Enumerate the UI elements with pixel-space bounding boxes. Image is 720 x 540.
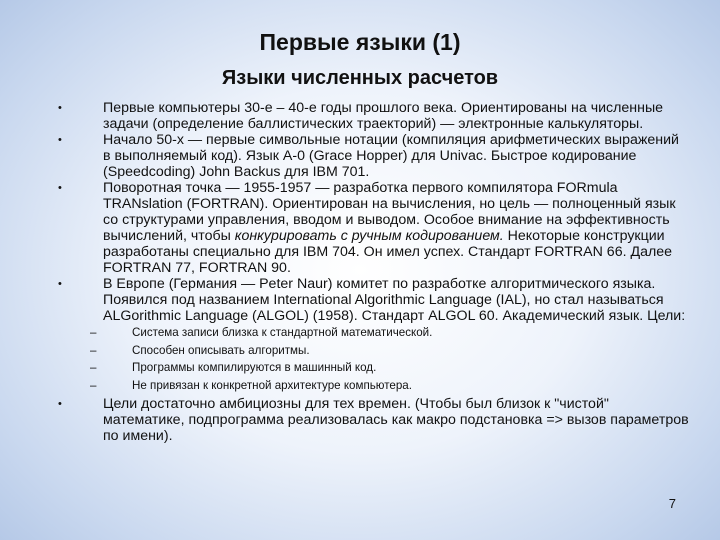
dash-icon: – xyxy=(90,343,97,357)
bullet-item-1 xyxy=(50,100,690,132)
page-number: 7 xyxy=(668,496,676,511)
sub-item-text: Программы компилируются в машинный код. xyxy=(132,361,377,375)
bullet-item-4 xyxy=(50,276,690,324)
bullet-icon: • xyxy=(58,398,62,411)
slide-title: Первые языки (1) xyxy=(259,29,461,55)
bullet-text: Некоторые конструкции разработаны специально для IBM 704. Он имел успех. Стандарт FORTRAN 66. Далее FORTRAN 77, FORTRAN 90. xyxy=(103,228,673,276)
bullet-text: В Европе (Германия — Peter Naur) комитет по разработке алгоритмического языка. Появился под названием International Algorithmic Language (IAL), но стал называться ALGorithmic Language (ALGOL) (1958). Стандарт ALGOL 60. Академический язык. Цели: xyxy=(103,276,686,324)
sub-list xyxy=(80,324,690,394)
sub-item xyxy=(80,342,690,360)
bullet-text-emphasis: конкурировать с ручным кодированием. xyxy=(234,228,504,244)
sub-item xyxy=(80,377,690,395)
dash-icon: – xyxy=(90,326,97,339)
bullet-text: Первые компьютеры 30-е – 40-е годы прошлого века. Ориентированы на численные задачи (определение баллистических траекторий) — электронные калькуляторы. xyxy=(103,100,664,132)
slide-subtitle: Языки численных расчетов xyxy=(221,67,499,89)
sub-item xyxy=(80,359,690,377)
sub-item-text: Способен описывать алгоритмы. xyxy=(132,343,310,357)
bullet-list xyxy=(50,100,690,444)
sub-item xyxy=(80,324,690,342)
bullet-item-5 xyxy=(50,396,690,444)
bullet-icon: • xyxy=(58,134,62,146)
dash-icon: – xyxy=(90,361,97,375)
bullet-icon: • xyxy=(58,102,62,114)
bullet-text: Поворотная точка — 1955-1957 — разработка первого компилятора FORmula TRANslation (FORTRAN). Ориентирован на вычисления, но цель — полноценный язык со структурами управления, вводом и выводом. Особое внимание на эффективность вычислений, чтобы xyxy=(103,180,676,244)
bullet-item-2 xyxy=(50,132,690,180)
sub-item-text: Система записи близка к стандартной математической. xyxy=(132,326,433,339)
bullet-text: Начало 50-х — первые символьные нотации (компиляция арифметических выражений в выполняемый код). Язык A-0 (Grace Hopper) для Univac. Быстрое кодирование (Speedcoding) John Backus для IBM 701. xyxy=(103,132,679,180)
bullet-icon: • xyxy=(58,278,62,290)
dash-icon: – xyxy=(90,378,97,392)
bullet-text: Цели достаточно амбициозны для тех времен. (Чтобы был близок к "чистой" математике, подпрограмма реализовалась как макро подстановка => вызов параметров по имени). xyxy=(103,396,689,445)
sub-item-text: Не привязан к конкретной архитектуре компьютера. xyxy=(132,378,412,392)
bullet-item-3 xyxy=(50,180,690,276)
bullet-icon: • xyxy=(58,182,62,194)
